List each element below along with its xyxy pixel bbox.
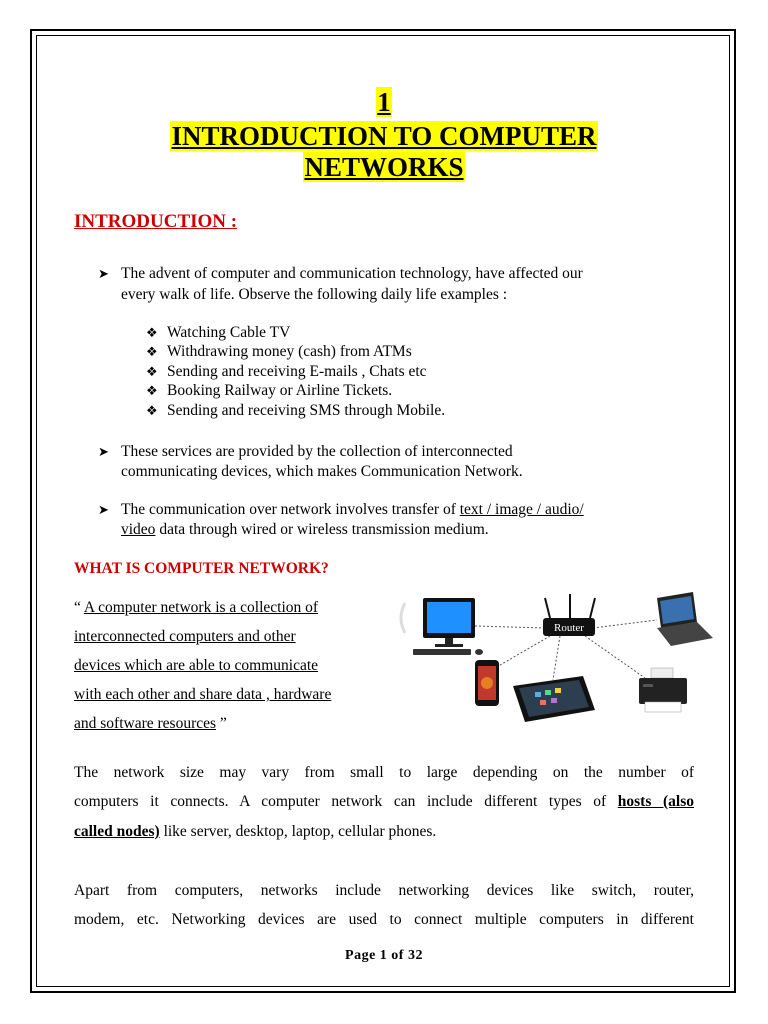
chapter-title: INTRODUCTION TO COMPUTER	[171, 121, 597, 151]
para1-line1: The network size may vary from small to large depending on the number of	[74, 764, 694, 781]
bullet2-line2: communicating devices, which makes Communication Network.	[121, 463, 523, 480]
tablet-icon	[513, 676, 595, 722]
chapter-title-continued: NETWORKS	[304, 152, 464, 182]
diamond-bullet-icon: ❖	[146, 325, 158, 340]
diamond-bullet-icon: ❖	[146, 383, 158, 398]
definition-text-end: and software resources	[74, 715, 217, 732]
para1-text-end: like server, desktop, laptop, cellular phones.	[159, 823, 437, 840]
desktop-computer-icon	[413, 598, 483, 655]
para1-line3	[74, 822, 436, 842]
para2-line1: Apart from computers, networks include networking devices like switch, router,	[74, 882, 694, 899]
network-diagram	[395, 588, 725, 738]
media-types-underlined: text / image / audio/	[459, 501, 584, 518]
para2-line2: modem, etc. Networking devices are used to connect multiple computers in different	[74, 911, 694, 928]
definition-text: A computer network is a collection of	[83, 599, 319, 616]
bullet3-text-end: data through wired or wireless transmission medium.	[155, 521, 489, 538]
definition-line2: interconnected computers and other	[74, 628, 296, 645]
router-label: Router	[554, 622, 584, 634]
smartphone-icon	[475, 660, 499, 706]
definition-line3: devices which are able to communicate	[74, 657, 319, 674]
example-item: Withdrawing money (cash) from ATMs	[167, 343, 412, 360]
chapter-title-line1	[40, 120, 728, 152]
bullet3-text: The communication over network involves transfer of	[121, 501, 460, 518]
diamond-bullet-icon: ❖	[146, 344, 158, 359]
example-item: Sending and receiving SMS through Mobile.	[167, 402, 446, 419]
router-icon	[543, 594, 595, 636]
arrow-bullet-icon: ➤	[98, 444, 109, 459]
bullet1-line1: The advent of computer and communication technology, have affected our	[121, 265, 583, 282]
chapter-title-line2	[40, 151, 728, 183]
arrow-bullet-icon: ➤	[98, 502, 109, 517]
laptop-icon	[657, 592, 713, 646]
bullet3-line1	[121, 500, 584, 520]
diamond-bullet-icon: ❖	[146, 364, 158, 379]
introduction-heading: INTRODUCTION :	[74, 211, 238, 232]
definition-line1	[74, 598, 318, 618]
example-item: Sending and receiving E-mails , Chats etc	[167, 363, 427, 380]
para1-text: computers it connects. A computer network can include different types of	[74, 793, 618, 810]
what-is-network-heading: WHAT IS COMPUTER NETWORK?	[74, 560, 329, 577]
example-item: Booking Railway or Airline Tickets.	[167, 382, 393, 399]
video-underlined: video	[121, 521, 156, 538]
chapter-number: 1	[377, 87, 391, 117]
bullet3-line2	[121, 520, 489, 540]
nodes-term: called nodes)	[74, 823, 160, 840]
close-quote: ”	[216, 715, 227, 732]
example-item: Watching Cable TV	[167, 324, 291, 341]
printer-icon	[639, 668, 687, 712]
hosts-term: hosts (also	[617, 793, 694, 810]
para1-line2	[74, 793, 694, 811]
bullet1-line2: every walk of life. Observe the following daily life examples :	[121, 286, 508, 303]
definition-line4: with each other and share data , hardware	[74, 686, 332, 703]
open-quote: “	[74, 599, 84, 616]
page-footer: Page 1 of 32	[345, 948, 423, 963]
chapter-number-line	[40, 86, 728, 118]
arrow-bullet-icon: ➤	[98, 266, 109, 281]
diamond-bullet-icon: ❖	[146, 403, 158, 418]
definition-line5	[74, 714, 227, 734]
bullet2-line1: These services are provided by the collection of interconnected	[121, 443, 513, 460]
